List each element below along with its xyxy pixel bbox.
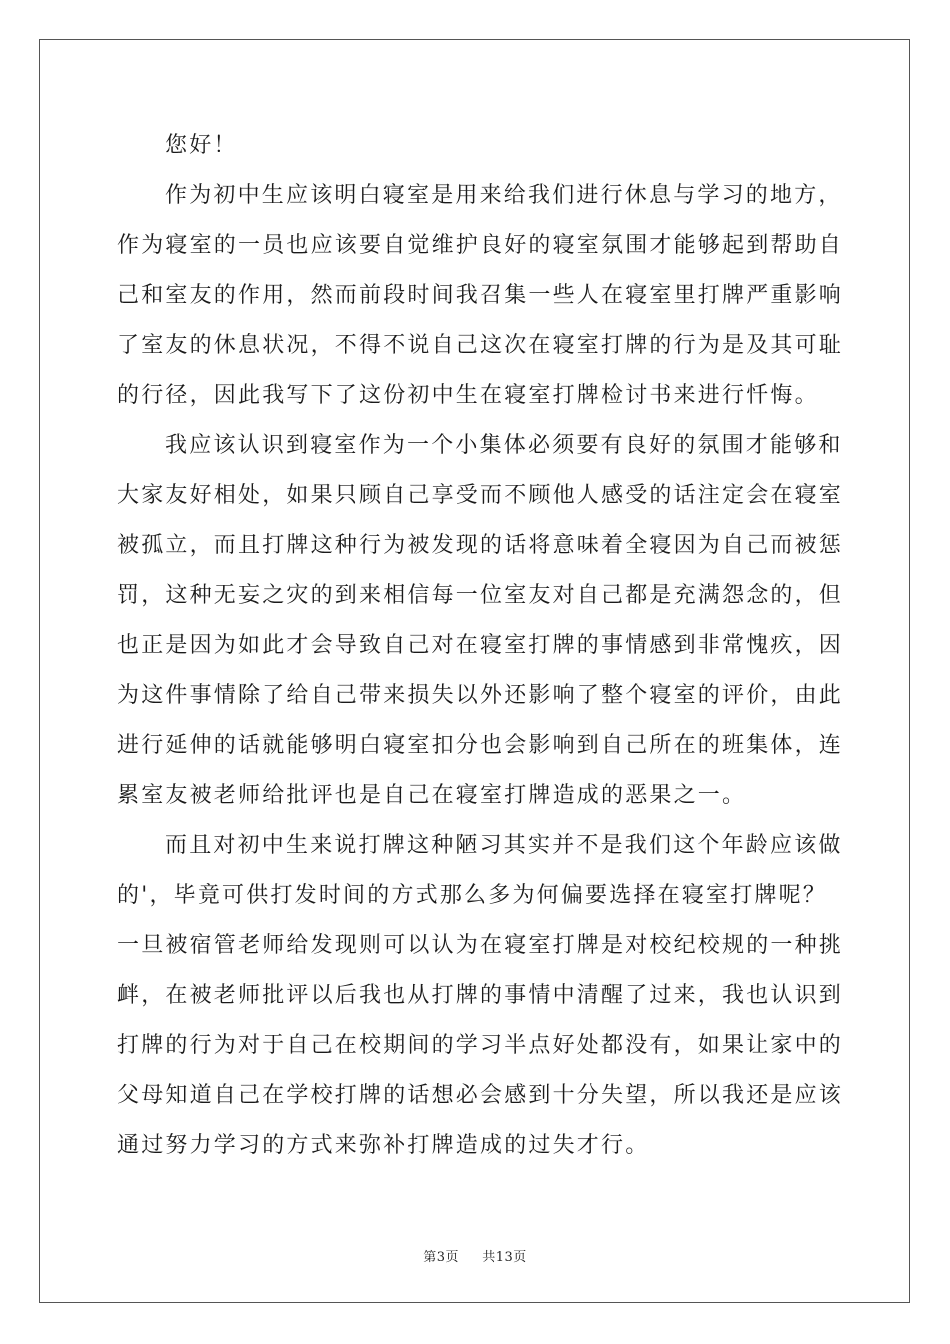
page-total: 共13页 — [482, 1250, 527, 1265]
greeting: 您好！ — [165, 133, 238, 158]
text-line: 累室友被老师给批评也是自己在寝室打牌造成的恶果之一。 — [117, 783, 747, 808]
text-line: 父母知道自己在学校打牌的话想必会感到十分失望，所以我还是应该 — [117, 1083, 844, 1108]
text-line: 罚，这种无妄之灾的到来相信每一位室友对自己都是充满怨念的，但 — [117, 583, 844, 608]
text-line: 被孤立，而且打牌这种行为被发现的话将意味着全寝因为自己而被惩 — [117, 533, 844, 558]
text-line: 衅，在被老师批评以后我也从打牌的事情中清醒了过来，我也认识到 — [117, 983, 844, 1008]
text-line: 也正是因为如此才会导致自己对在寝室打牌的事情感到非常愧疚，因 — [117, 633, 844, 658]
text-line: 打牌的行为对于自己在校期间的学习半点好处都没有，如果让家中的 — [117, 1033, 844, 1058]
text-line: 己和室友的作用，然而前段时间我召集一些人在寝室里打牌严重影响 — [117, 283, 844, 308]
page-footer — [0, 1246, 950, 1265]
text-line: 了室友的休息状况，不得不说自己这次在寝室打牌的行为是及其可耻 — [117, 333, 844, 358]
paragraph-3 — [117, 821, 844, 1171]
paragraph-2 — [117, 421, 844, 821]
text-line: 而且对初中生来说打牌这种陋习其实并不是我们这个年龄应该做 — [165, 833, 843, 858]
text-line: 作为寝室的一员也应该要自觉维护良好的寝室氛围才能够起到帮助自 — [117, 233, 844, 258]
paragraph-1 — [117, 171, 844, 421]
page-number: 第3页 — [423, 1250, 459, 1265]
text-line: 的'，毕竟可供打发时间的方式那么多为何偏要选择在寝室打牌呢？ — [117, 883, 828, 908]
text-line: 作为初中生应该明白寝室是用来给我们进行休息与学习的地方， — [165, 183, 843, 208]
text-line: 进行延伸的话就能够明白寝室扣分也会影响到自己所在的班集体，连 — [117, 733, 844, 758]
text-line: 的行径，因此我写下了这份初中生在寝室打牌检讨书来进行忏悔。 — [117, 383, 819, 408]
text-line: 大家友好相处，如果只顾自己享受而不顾他人感受的话注定会在寝室 — [117, 483, 844, 508]
text-line: 我应该认识到寝室作为一个小集体必须要有良好的氛围才能够和 — [165, 433, 843, 458]
text-line: 一旦被宿管老师给发现则可以认为在寝室打牌是对校纪校规的一种挑 — [117, 933, 844, 958]
text-line: 通过努力学习的方式来弥补打牌造成的过失才行。 — [117, 1133, 650, 1158]
document-body — [117, 121, 844, 1171]
text-line: 为这件事情除了给自己带来损失以外还影响了整个寝室的评价，由此 — [117, 683, 844, 708]
